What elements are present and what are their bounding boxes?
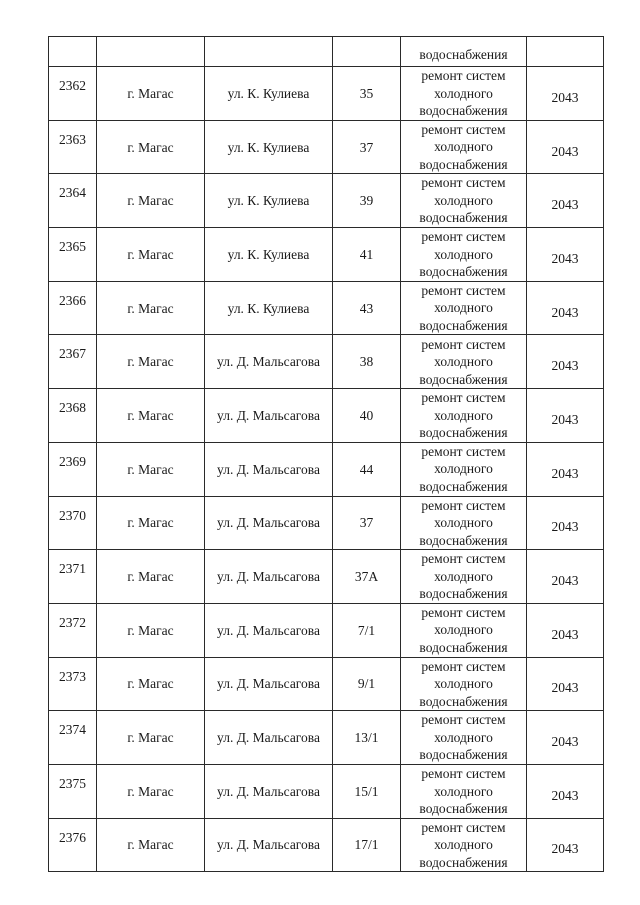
cell-city: г. Магас xyxy=(97,281,205,335)
table-row xyxy=(49,442,604,496)
work-line: ремонт систем xyxy=(421,497,506,513)
cell-num: 2366 xyxy=(49,281,97,335)
cell-work xyxy=(401,120,527,174)
cell-num xyxy=(49,37,97,67)
cell-work xyxy=(401,228,527,282)
cell-num: 2375 xyxy=(49,764,97,818)
cell-house: 40 xyxy=(333,389,401,443)
cell-street: ул. Д. Мальсагова xyxy=(205,711,333,765)
cell-year: 2043 xyxy=(527,228,604,282)
cell-city: г. Магас xyxy=(97,335,205,389)
cell-work xyxy=(401,818,527,872)
table-row xyxy=(49,764,604,818)
work-line: водоснабжения xyxy=(419,210,508,226)
table-row xyxy=(49,281,604,335)
work-line: водоснабжения xyxy=(419,801,508,817)
cell-num: 2365 xyxy=(49,228,97,282)
cell-street: ул. Д. Мальсагова xyxy=(205,603,333,657)
work-line: холодного xyxy=(434,354,493,370)
work-line: ремонт систем xyxy=(421,712,506,728)
table-row xyxy=(49,174,604,228)
work-line: ремонт систем xyxy=(421,443,506,459)
cell-house: 7/1 xyxy=(333,603,401,657)
cell-street: ул. Д. Мальсагова xyxy=(205,496,333,550)
work-line: водоснабжения xyxy=(419,264,508,280)
cell-work xyxy=(401,67,527,121)
work-line: водоснабжения xyxy=(419,425,508,441)
work-line: холодного xyxy=(434,622,493,638)
cell-num: 2372 xyxy=(49,603,97,657)
cell-work xyxy=(401,174,527,228)
cell-year xyxy=(527,37,604,67)
cell-house: 17/1 xyxy=(333,818,401,872)
cell-house: 44 xyxy=(333,442,401,496)
cell-city: г. Магас xyxy=(97,228,205,282)
work-line: водоснабжения xyxy=(419,747,508,763)
work-line: холодного xyxy=(434,783,493,799)
work-line: холодного xyxy=(434,139,493,155)
cell-work xyxy=(401,657,527,711)
cell-num: 2376 xyxy=(49,818,97,872)
work-line: холодного xyxy=(434,407,493,423)
cell-street: ул. К. Кулиева xyxy=(205,67,333,121)
table-row xyxy=(49,818,604,872)
table-row xyxy=(49,228,604,282)
table-row xyxy=(49,389,604,443)
table-row xyxy=(49,335,604,389)
work-line: водоснабжения xyxy=(419,156,508,172)
cell-city: г. Магас xyxy=(97,764,205,818)
work-line: водоснабжения xyxy=(419,693,508,709)
cell-num: 2367 xyxy=(49,335,97,389)
cell-year: 2043 xyxy=(527,389,604,443)
cell-city: г. Магас xyxy=(97,120,205,174)
work-line: холодного xyxy=(434,515,493,531)
table-row xyxy=(49,603,604,657)
cell-year: 2043 xyxy=(527,657,604,711)
repair-schedule-table xyxy=(48,36,604,872)
cell-house: 37А xyxy=(333,550,401,604)
work-line: ремонт систем xyxy=(421,336,506,352)
cell-street: ул. К. Кулиева xyxy=(205,281,333,335)
cell-work xyxy=(401,281,527,335)
work-line: холодного xyxy=(434,85,493,101)
cell-work xyxy=(401,37,527,67)
table-row xyxy=(49,550,604,604)
work-line: водоснабжения xyxy=(419,854,508,870)
cell-year: 2043 xyxy=(527,818,604,872)
cell-city: г. Магас xyxy=(97,442,205,496)
work-line: водоснабжения xyxy=(419,371,508,387)
cell-city: г. Магас xyxy=(97,67,205,121)
work-line: ремонт систем xyxy=(421,604,506,620)
cell-num: 2362 xyxy=(49,67,97,121)
cell-year: 2043 xyxy=(527,603,604,657)
work-line: ремонт систем xyxy=(421,282,506,298)
table-row xyxy=(49,120,604,174)
work-line: ремонт систем xyxy=(421,766,506,782)
cell-num: 2374 xyxy=(49,711,97,765)
cell-street: ул. Д. Мальсагова xyxy=(205,818,333,872)
work-line: ремонт систем xyxy=(421,68,506,84)
table-row xyxy=(49,496,604,550)
work-line: ремонт систем xyxy=(421,175,506,191)
cell-year: 2043 xyxy=(527,442,604,496)
cell-house: 13/1 xyxy=(333,711,401,765)
work-line: холодного xyxy=(434,568,493,584)
cell-house: 43 xyxy=(333,281,401,335)
cell-street: ул. Д. Мальсагова xyxy=(205,335,333,389)
cell-street: ул. Д. Мальсагова xyxy=(205,764,333,818)
cell-city: г. Магас xyxy=(97,389,205,443)
cell-year: 2043 xyxy=(527,550,604,604)
cell-work xyxy=(401,711,527,765)
work-line: водоснабжения xyxy=(419,103,508,119)
cell-house: 41 xyxy=(333,228,401,282)
cell-city: г. Магас xyxy=(97,496,205,550)
work-line: водоснабжения xyxy=(419,532,508,548)
cell-year: 2043 xyxy=(527,764,604,818)
cell-street: ул. К. Кулиева xyxy=(205,120,333,174)
cell-year: 2043 xyxy=(527,711,604,765)
work-line: водоснабжения xyxy=(419,317,508,333)
cell-city: г. Магас xyxy=(97,550,205,604)
work-line: холодного xyxy=(434,246,493,262)
work-line: холодного xyxy=(434,300,493,316)
cell-house: 38 xyxy=(333,335,401,389)
cell-city: г. Магас xyxy=(97,711,205,765)
cell-house xyxy=(333,37,401,67)
cell-num: 2364 xyxy=(49,174,97,228)
cell-num: 2369 xyxy=(49,442,97,496)
work-line: ремонт систем xyxy=(421,658,506,674)
cell-house: 37 xyxy=(333,496,401,550)
cell-num: 2368 xyxy=(49,389,97,443)
cell-work xyxy=(401,603,527,657)
table-body xyxy=(49,37,604,872)
work-line: холодного xyxy=(434,676,493,692)
cell-street: ул. Д. Мальсагова xyxy=(205,442,333,496)
cell-year: 2043 xyxy=(527,496,604,550)
cell-year: 2043 xyxy=(527,335,604,389)
cell-house: 37 xyxy=(333,120,401,174)
cell-work xyxy=(401,496,527,550)
work-line: ремонт систем xyxy=(421,551,506,567)
cell-work xyxy=(401,389,527,443)
work-line: ремонт систем xyxy=(421,121,506,137)
cell-street: ул. Д. Мальсагова xyxy=(205,389,333,443)
continuation-row xyxy=(49,37,604,67)
cell-city: г. Магас xyxy=(97,818,205,872)
work-line: водоснабжения xyxy=(419,586,508,602)
cell-num: 2363 xyxy=(49,120,97,174)
cell-house: 39 xyxy=(333,174,401,228)
cell-num: 2373 xyxy=(49,657,97,711)
cell-year: 2043 xyxy=(527,67,604,121)
work-line: ремонт систем xyxy=(421,390,506,406)
cell-city: г. Магас xyxy=(97,603,205,657)
cell-city: г. Магас xyxy=(97,657,205,711)
cell-city xyxy=(97,37,205,67)
cell-house: 15/1 xyxy=(333,764,401,818)
table-row xyxy=(49,67,604,121)
table-row xyxy=(49,711,604,765)
cell-year: 2043 xyxy=(527,120,604,174)
cell-city: г. Магас xyxy=(97,174,205,228)
cell-street: ул. Д. Мальсагова xyxy=(205,550,333,604)
cell-street: ул. К. Кулиева xyxy=(205,228,333,282)
cell-street: ул. К. Кулиева xyxy=(205,174,333,228)
work-line: ремонт систем xyxy=(421,819,506,835)
cell-year: 2043 xyxy=(527,174,604,228)
work-line: холодного xyxy=(434,192,493,208)
work-line: холодного xyxy=(434,729,493,745)
work-line: водоснабжения xyxy=(419,478,508,494)
cell-work xyxy=(401,442,527,496)
work-line: ремонт систем xyxy=(421,229,506,245)
cell-year: 2043 xyxy=(527,281,604,335)
cell-num: 2370 xyxy=(49,496,97,550)
cell-work xyxy=(401,764,527,818)
work-line: водоснабжения xyxy=(419,639,508,655)
table-row xyxy=(49,657,604,711)
cell-work xyxy=(401,550,527,604)
cell-house: 35 xyxy=(333,67,401,121)
document-page xyxy=(48,36,603,872)
cell-num: 2371 xyxy=(49,550,97,604)
work-line: холодного xyxy=(434,837,493,853)
work-line: холодного xyxy=(434,461,493,477)
cell-house: 9/1 xyxy=(333,657,401,711)
cell-street xyxy=(205,37,333,67)
work-text: водоснабжения xyxy=(419,46,508,62)
cell-work xyxy=(401,335,527,389)
cell-street: ул. Д. Мальсагова xyxy=(205,657,333,711)
